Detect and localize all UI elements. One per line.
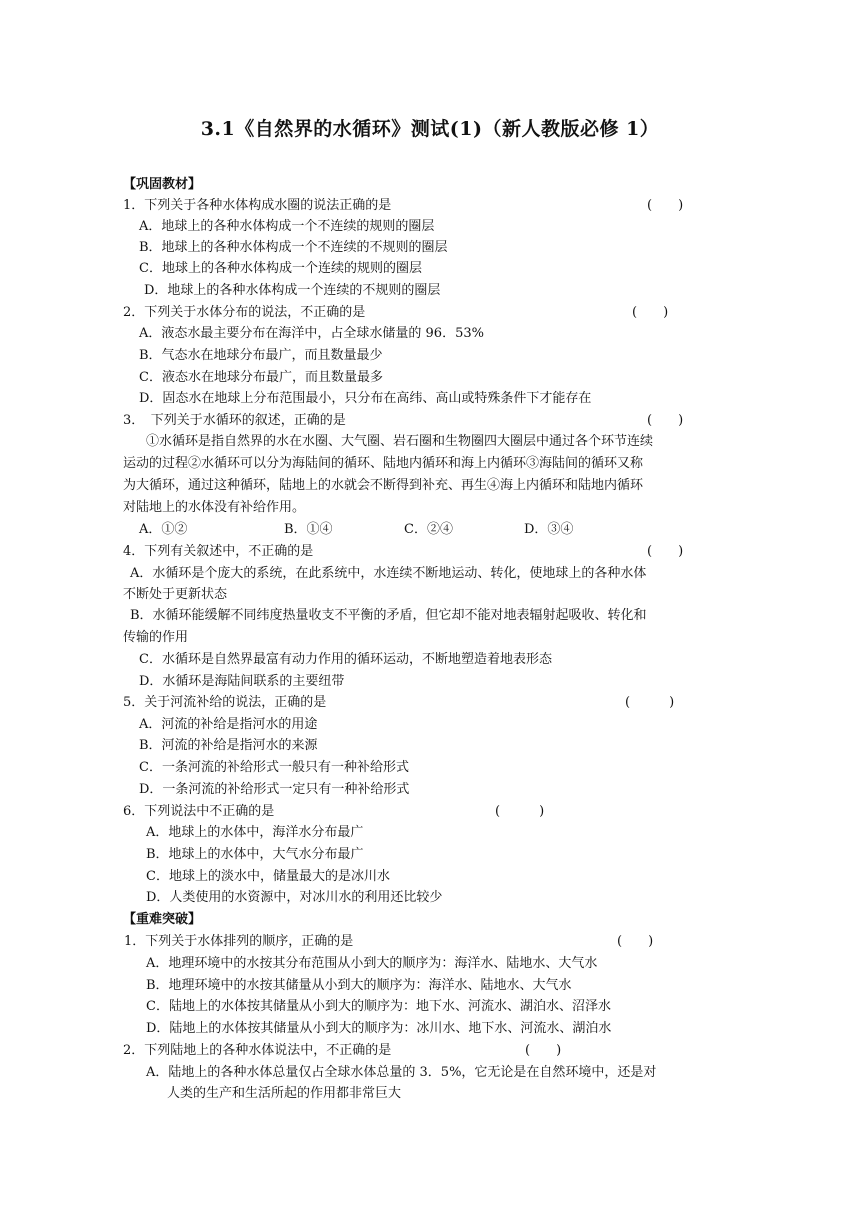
q3-stem: 3． 下列关于水循环的叙述，正确的是 bbox=[123, 413, 346, 428]
answer-blank: ( ) bbox=[647, 198, 684, 213]
answer-blank: ( ) bbox=[617, 934, 654, 949]
q4-option-b: B．水循环能缓解不同纬度热量收支不平衡的矛盾，但它却不能对地表辐射起吸收、转化和 bbox=[130, 608, 647, 623]
q4-option-c: C．水循环是自然界最富有动力作用的循环运动，不断地塑造着地表形态 bbox=[139, 652, 552, 667]
p2-option-a: A．陆地上的各种水体总量仅占全球水体总量的 3．5%，它无论是在自然环境中，还是对 bbox=[146, 1065, 657, 1080]
q6-stem: 6．下列说法中不正确的是 bbox=[123, 804, 275, 819]
q5-option-b: B．河流的补给是指河水的来源 bbox=[139, 738, 318, 753]
q2-option-c: C．液态水在地球分布最广，而且数量最多 bbox=[139, 370, 383, 385]
answer-blank: ( ) bbox=[525, 1043, 562, 1058]
answer-blank: ( ) bbox=[632, 305, 669, 320]
q1-option-d: D．地球上的各种水体构成一个连续的不规则的圈层 bbox=[144, 283, 441, 298]
q3-passage-line: 对陆地上的水体没有补给作用。 bbox=[123, 500, 306, 515]
page-title: 3.1《自然界的水循环》测试(1)（新人教版必修 1） bbox=[200, 118, 660, 140]
q3-passage-line: 运动的过程②水循环可以分为海陆间的循环、陆地内循环和海上内循环③海陆间的循环又称 bbox=[123, 456, 644, 471]
q5-option-c: C．一条河流的补给形式一般只有一种补给形式 bbox=[139, 760, 409, 775]
q1-stem: 1．下列关于各种水体构成水圈的说法正确的是 bbox=[123, 198, 392, 213]
p1-option-a: A．地理环境中的水按其分布范围从小到大的顺序为：海洋水、陆地水、大气水 bbox=[146, 956, 598, 971]
q5-stem: 5．关于河流补给的说法，正确的是 bbox=[123, 695, 327, 710]
q4-option-b-cont: 传输的作用 bbox=[123, 630, 189, 645]
q1-option-b: B．地球上的各种水体构成一个不连续的不规则的圈层 bbox=[139, 240, 448, 255]
q2-option-b: B．气态水在地球分布最广，而且数量最少 bbox=[139, 348, 383, 363]
q3-option-b: B．①④ bbox=[284, 522, 333, 537]
q2-option-a: A．液态水最主要分布在海洋中，占全球水储量的 96．53% bbox=[139, 326, 484, 341]
q3-option-c: C．②④ bbox=[404, 522, 453, 537]
answer-blank: ( ) bbox=[647, 544, 684, 559]
q6-option-c: C．地球上的淡水中，储量最大的是冰川水 bbox=[146, 869, 390, 884]
q3-passage-line: ①水循环是指自然界的水在水圈、大气圈、岩石圈和生物圈四大圈层中通过各个环节连续 bbox=[146, 434, 654, 449]
q4-option-a: A．水循环是个庞大的系统，在此系统中，水连续不断地运动、转化，使地球上的各种水体 bbox=[130, 566, 647, 581]
q3-option-a: A．①② bbox=[139, 522, 188, 537]
q4-option-a-cont: 不断处于更新状态 bbox=[123, 587, 228, 602]
answer-blank: ( ) bbox=[495, 804, 545, 819]
q4-stem: 4．下列有关叙述中，不正确的是 bbox=[123, 544, 314, 559]
q6-option-d: D．人类使用的水资源中，对冰川水的利用还比较少 bbox=[146, 890, 443, 905]
q6-option-b: B．地球上的水体中，大气水分布最广 bbox=[146, 847, 364, 862]
p2-stem: 2．下列陆地上的各种水体说法中，不正确的是 bbox=[123, 1043, 392, 1058]
q5-option-a: A．河流的补给是指河水的用途 bbox=[139, 717, 318, 732]
section-heading-breakthrough: 【重难突破】 bbox=[123, 912, 202, 927]
p1-stem: 1．下列关于水体排列的顺序，正确的是 bbox=[124, 934, 354, 949]
q2-option-d: D．固态水在地球上分布范围最小，只分布在高纬、高山或特殊条件下才能存在 bbox=[139, 391, 592, 406]
q5-option-d: D．一条河流的补给形式一定只有一种补给形式 bbox=[139, 782, 410, 797]
p1-option-b: B．地理环境中的水按其储量从小到大的顺序为：海洋水、陆地水、大气水 bbox=[146, 978, 572, 993]
q1-option-c: C．地球上的各种水体构成一个连续的规则的圈层 bbox=[139, 261, 422, 276]
p1-option-c: C．陆地上的水体按其储量从小到大的顺序为：地下水、河流水、湖泊水、沼泽水 bbox=[146, 999, 611, 1014]
q6-option-a: A．地球上的水体中，海洋水分布最广 bbox=[146, 825, 364, 840]
answer-blank: ( ) bbox=[647, 413, 684, 428]
answer-blank: ( ) bbox=[625, 695, 675, 710]
q3-passage-line: 为大循环，通过这种循环，陆地上的水就会不断得到补充、再生④海上内循环和陆地内循环 bbox=[123, 478, 644, 493]
q1-option-a: A．地球上的各种水体构成一个不连续的规则的圈层 bbox=[139, 219, 435, 234]
section-heading-consolidate: 【巩固教材】 bbox=[123, 177, 202, 192]
p1-option-d: D．陆地上的水体按其储量从小到大的顺序为：冰川水、地下水、河流水、湖泊水 bbox=[146, 1021, 612, 1036]
q4-option-d: D．水循环是海陆间联系的主要纽带 bbox=[139, 674, 345, 689]
p2-option-a-cont: 人类的生产和生活所起的作用都非常巨大 bbox=[167, 1086, 402, 1101]
q3-option-d: D．③④ bbox=[524, 522, 574, 537]
q2-stem: 2．下列关于水体分布的说法，不正确的是 bbox=[123, 305, 366, 320]
